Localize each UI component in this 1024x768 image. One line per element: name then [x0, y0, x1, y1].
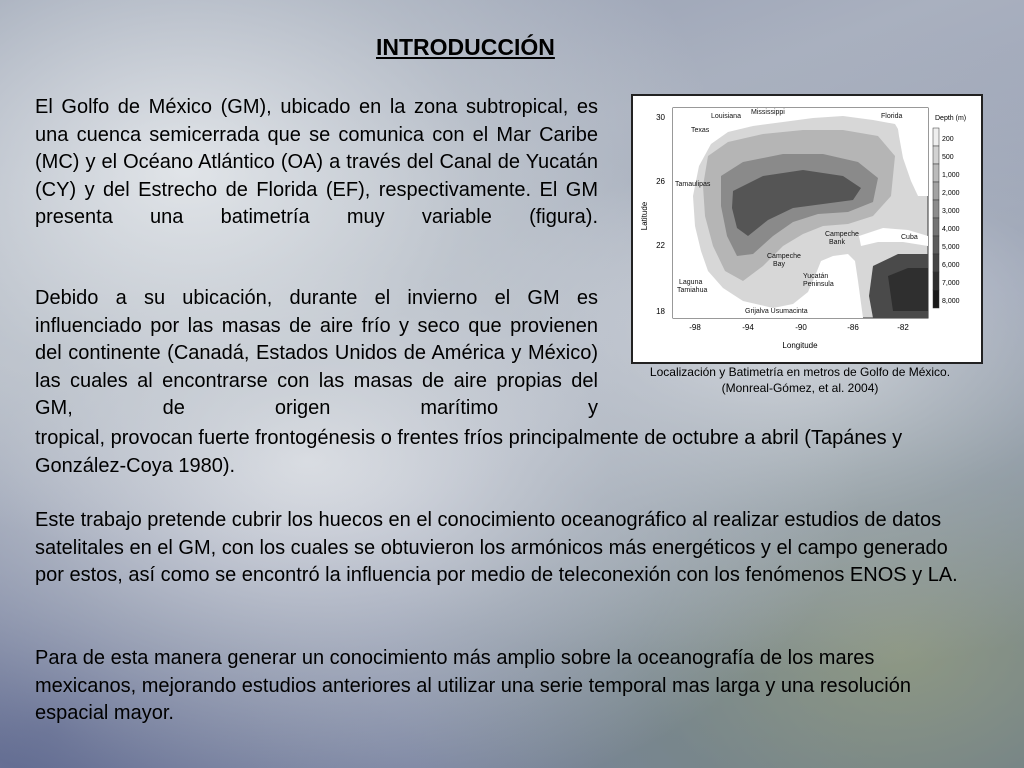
- label-laguna-2: Tamiahua: [677, 287, 708, 294]
- bathymetry-map-figure: [631, 94, 983, 364]
- label-campeche-bay-2: Bay: [773, 261, 786, 268]
- legend-value: 5,000: [942, 244, 960, 251]
- label-louisiana: Louisiana: [711, 113, 741, 120]
- legend-value: 7,000: [942, 280, 960, 287]
- legend-value: 1,000: [942, 172, 960, 179]
- legend-value: 500: [942, 154, 954, 161]
- label-florida: Florida: [881, 113, 903, 120]
- label-yucatan-1: Yucatán: [803, 273, 829, 280]
- figure-caption: [620, 364, 980, 396]
- label-grijalva: Grijalva Usumacinta: [745, 308, 808, 315]
- y-tick-26: 26: [656, 177, 665, 186]
- legend-value: 200: [942, 136, 954, 143]
- x-tick-82: -82: [897, 323, 909, 332]
- caribbean-abyssal: [888, 268, 928, 311]
- intro-paragraph-4: Para de esta manera generar un conocimiento más amplio sobre la oceanografía de los mares mexicanos, mejorando estudios anteriores al utilizar una serie temporal mas larga y una resolución espacial mayor.: [35, 647, 911, 724]
- intro-paragraph-2-continuation: tropical, provocan fuerte frontogénesis o frentes fríos principalmente de octubre a abril (Tapánes y González-Coya 1980).: [35, 427, 903, 477]
- y-tick-18: 18: [656, 307, 665, 316]
- legend-value: 2,000: [942, 190, 960, 197]
- caption-line-1: Localización y Batimetría en metros de Golfo de México.: [649, 365, 951, 379]
- label-tamaulipas: Tamaulipas: [675, 181, 711, 188]
- depth-legend: [933, 128, 939, 308]
- y-axis-label: Latitude: [640, 201, 649, 231]
- label-campeche-bank-1: Campeche: [825, 231, 859, 238]
- label-mississippi: Mississippi: [751, 109, 785, 116]
- x-tick-86: -86: [847, 323, 859, 332]
- intro-paragraph-1: El Golfo de México (GM), ubicado en la zona subtropical, es una cuenca semicerrada que se comunica con el Mar Caribe (MC) y el Océano Atlántico (OA) a través del Canal de Yucatán (CY) y del Estrecho de Florida (EF), respectivamente. El GM presenta una batimetría muy variable (figura).: [35, 96, 598, 228]
- label-texas: Texas: [691, 127, 710, 134]
- caption-line-2: (Monreal-Gómez, et al. 2004): [721, 381, 879, 395]
- legend-value: 6,000: [942, 262, 960, 269]
- x-tick-98: -98: [689, 323, 701, 332]
- y-tick-22: 22: [656, 241, 665, 250]
- label-campeche-bay-1: Campeche: [767, 253, 801, 260]
- legend-title: Depth (m): [935, 115, 967, 122]
- label-cuba: Cuba: [901, 234, 918, 241]
- legend-value: 3,000: [942, 208, 960, 215]
- label-yucatan-2: Peninsula: [803, 281, 834, 288]
- label-laguna-1: Laguna: [679, 279, 703, 286]
- x-tick-90: -90: [795, 323, 807, 332]
- label-campeche-bank-2: Bank: [829, 239, 845, 246]
- intro-paragraph-2: Debido a su ubicación, durante el invierno el GM es influenciado por las masas de aire frío y seco que provienen del continente (Canadá, Estados Unidos de América y México) las cuales al encontrarse con las masas de aire propias del GM, de origen marítimo y: [35, 287, 598, 419]
- legend-value: 8,000: [942, 298, 960, 305]
- bathymetry-map: [633, 96, 981, 362]
- y-tick-30: 30: [656, 113, 665, 122]
- x-axis-label: Longitude: [782, 341, 818, 350]
- legend-value: 4,000: [942, 226, 960, 233]
- page-title: INTRODUCCIÓN: [376, 34, 555, 60]
- x-tick-94: -94: [742, 323, 754, 332]
- intro-paragraph-3: Este trabajo pretende cubrir los huecos en el conocimiento oceanográfico al realizar estudios de datos satelitales en el GM, con los cuales se obtuvieron los armónicos más energéticos y el campo generado por estos, así como se encontró la influencia por medio de teleconexión con los fenómenos ENOS y LA.: [35, 509, 958, 586]
